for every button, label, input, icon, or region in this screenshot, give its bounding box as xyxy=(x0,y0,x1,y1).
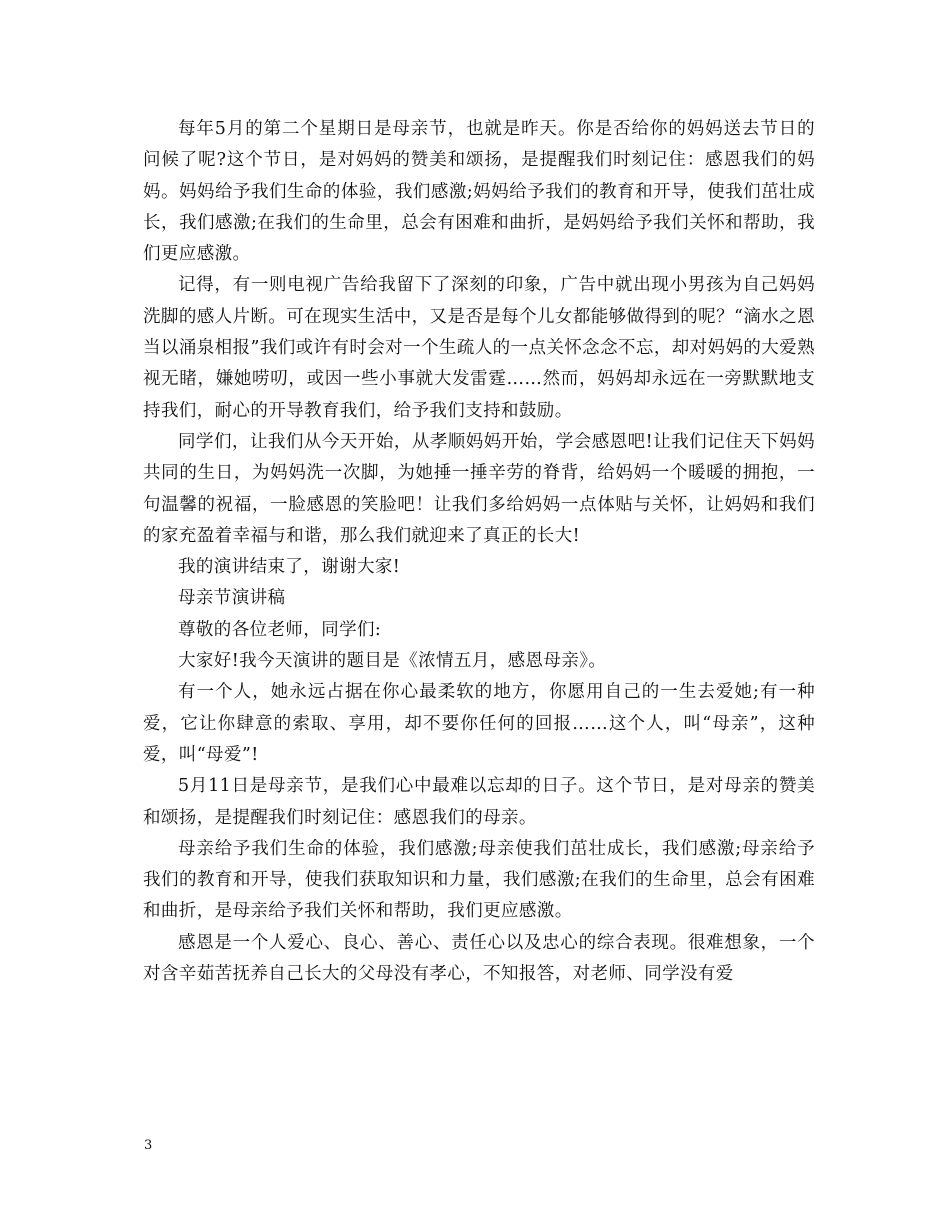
page-number: 3 xyxy=(144,1138,153,1153)
paragraph-speech-end: 我的演讲结束了，谢谢大家! xyxy=(178,557,401,578)
paragraph-gratitude-list: 母亲给予我们生命的体验，我们感激;母亲使我们茁壮成长，我们感激;母亲给予我们的教育和开导，使我们获取知识和力量，我们感激;在我们的生命里，总会有困难和曲折，是母亲给予我们关怀和帮助，我们更应感激。 xyxy=(143,838,815,922)
paragraph-gratitude-definition: 感恩是一个人爱心、良心、善心、责任心以及忠心的综合表现。很难想象，一个对含辛茹苦抚养自己长大的父母没有孝心，不知报答，对老师、同学没有爱 xyxy=(143,932,815,985)
paragraph-call-to-action: 同学们，让我们从今天开始，从孝顺妈妈开始，学会感恩吧!让我们记住天下妈妈共同的生日，为妈妈洗一次脚，为她捶一捶辛劳的脊背，给妈妈一个暖暖的拥抱，一句温馨的祝福，一脸感恩的笑脸吧！让我们多给妈妈一点体贴与关怀，让妈妈和我们的家充盈着幸福与和谐，那么我们就迎来了真正的长大! xyxy=(143,431,815,546)
paragraph-tv-ad-memory: 记得，有一则电视广告给我留下了深刻的印象，广告中就出现小男孩为自己妈妈洗脚的感人片断。可在现实生活中，又是否是每个儿女都能够做得到的呢？“滴水之恩当以涌泉相报”我们或许有时会对一个生疏人的一点关怀念念不忘，却对妈妈的大爱熟视无睹，嫌她唠叨，或因一些小事就大发雷霆……然而，妈妈却永远在一旁默默地支持我们，耐心的开导教育我们，给予我们支持和鼓励。 xyxy=(143,275,815,421)
paragraph-speech-topic: 大家好!我今天演讲的题目是《浓情五月，感恩母亲》。 xyxy=(178,651,607,672)
paragraph-may-11: 5月11日是母亲节，是我们心中最难以忘却的日子。这个节日，是对母亲的赞美和颂扬，是提醒我们时刻记住：感恩我们的母亲。 xyxy=(143,776,815,828)
paragraph-mother-love: 有一个人，她永远占据在你心最柔软的地方，你愿用自己的一生去爱她;有一种爱，它让你肆意的索取、享用，却不要你任何的回报……这个人，叫“母亲”，这种爱，叫“母爱”! xyxy=(143,682,815,765)
salutation: 尊敬的各位老师，同学们: xyxy=(178,619,382,640)
section-title: 母亲节演讲稿 xyxy=(178,588,286,609)
document-body xyxy=(143,114,815,990)
paragraph-mothers-day-intro: 每年5月的第二个星期日是母亲节，也就是昨天。你是否给你的妈妈送去节日的问候了呢?这个节日，是对妈妈的赞美和颂扬，是提醒我们时刻记住：感恩我们的妈妈。妈妈给予我们生命的体验，我们感激;妈妈给予我们的教育和开导，使我们茁壮成长，我们感激;在我们的生命里，总会有困难和曲折，是妈妈给予我们关怀和帮助，我们更应感激。 xyxy=(143,119,815,265)
